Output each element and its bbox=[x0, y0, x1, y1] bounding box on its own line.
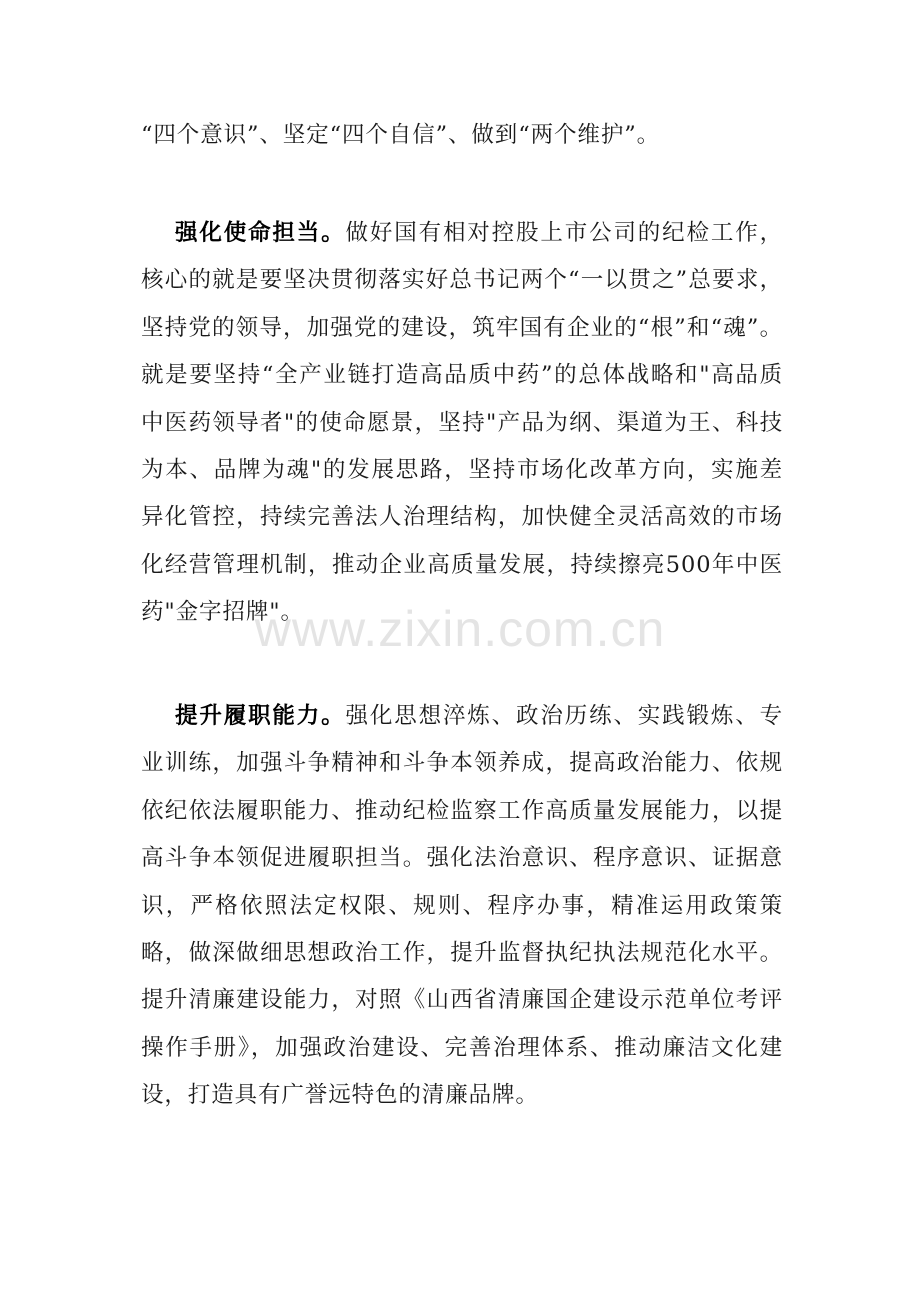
section-mission-heading: 强化使命担当。 bbox=[175, 220, 346, 246]
section-capability-paragraph bbox=[141, 693, 783, 1120]
section-capability-heading: 提升履职能力。 bbox=[175, 703, 346, 729]
section-mission-paragraph bbox=[141, 210, 783, 637]
intro-text: “四个意识”、坚定“四个自信”、做到“两个维护”。 bbox=[141, 122, 661, 148]
section-mission-body: 做好国有相对控股上市公司的纪检工作，核心的就是要坚决贯彻落实好总书记两个“一以贯之”总要求，坚持党的领导，加强党的建设，筑牢国有企业的“根”和“魂”。就是要坚持“全产业链打造高品质中药”的总体战略和"高品质中医药领导者"的使命愿景，坚持"产品为纲、渠道为王、科技为本、品牌为魂"的发展思路，坚持市场化改革方向，实施差异化管控，持续完善法人治理结构，加快健全灵活高效的市场化经营管理机制，推动企业高质量发展，持续擦亮500年中医药"金字招牌"。 bbox=[141, 220, 783, 626]
watermark-text: www.zixin.com.cn bbox=[254, 601, 666, 657]
section-capability-body: 强化思想淬炼、政治历练、实践锻炼、专业训练，加强斗争精神和斗争本领养成，提高政治能力、依规依纪依法履职能力、推动纪检监察工作高质量发展能力，以提高斗争本领促进履职担当。强化法治意识、程序意识、证据意识，严格依照法定权限、规则、程序办事，精准运用政策策略，做深做细思想政治工作，提升监督执纪执法规范化水平。提升清廉建设能力，对照《山西省清廉国企建设示范单位考评操作手册》，加强政治建设、完善治理体系、推动廉洁文化建设，打造具有广誉远特色的清廉品牌。 bbox=[141, 703, 783, 1109]
intro-paragraph bbox=[141, 112, 783, 159]
